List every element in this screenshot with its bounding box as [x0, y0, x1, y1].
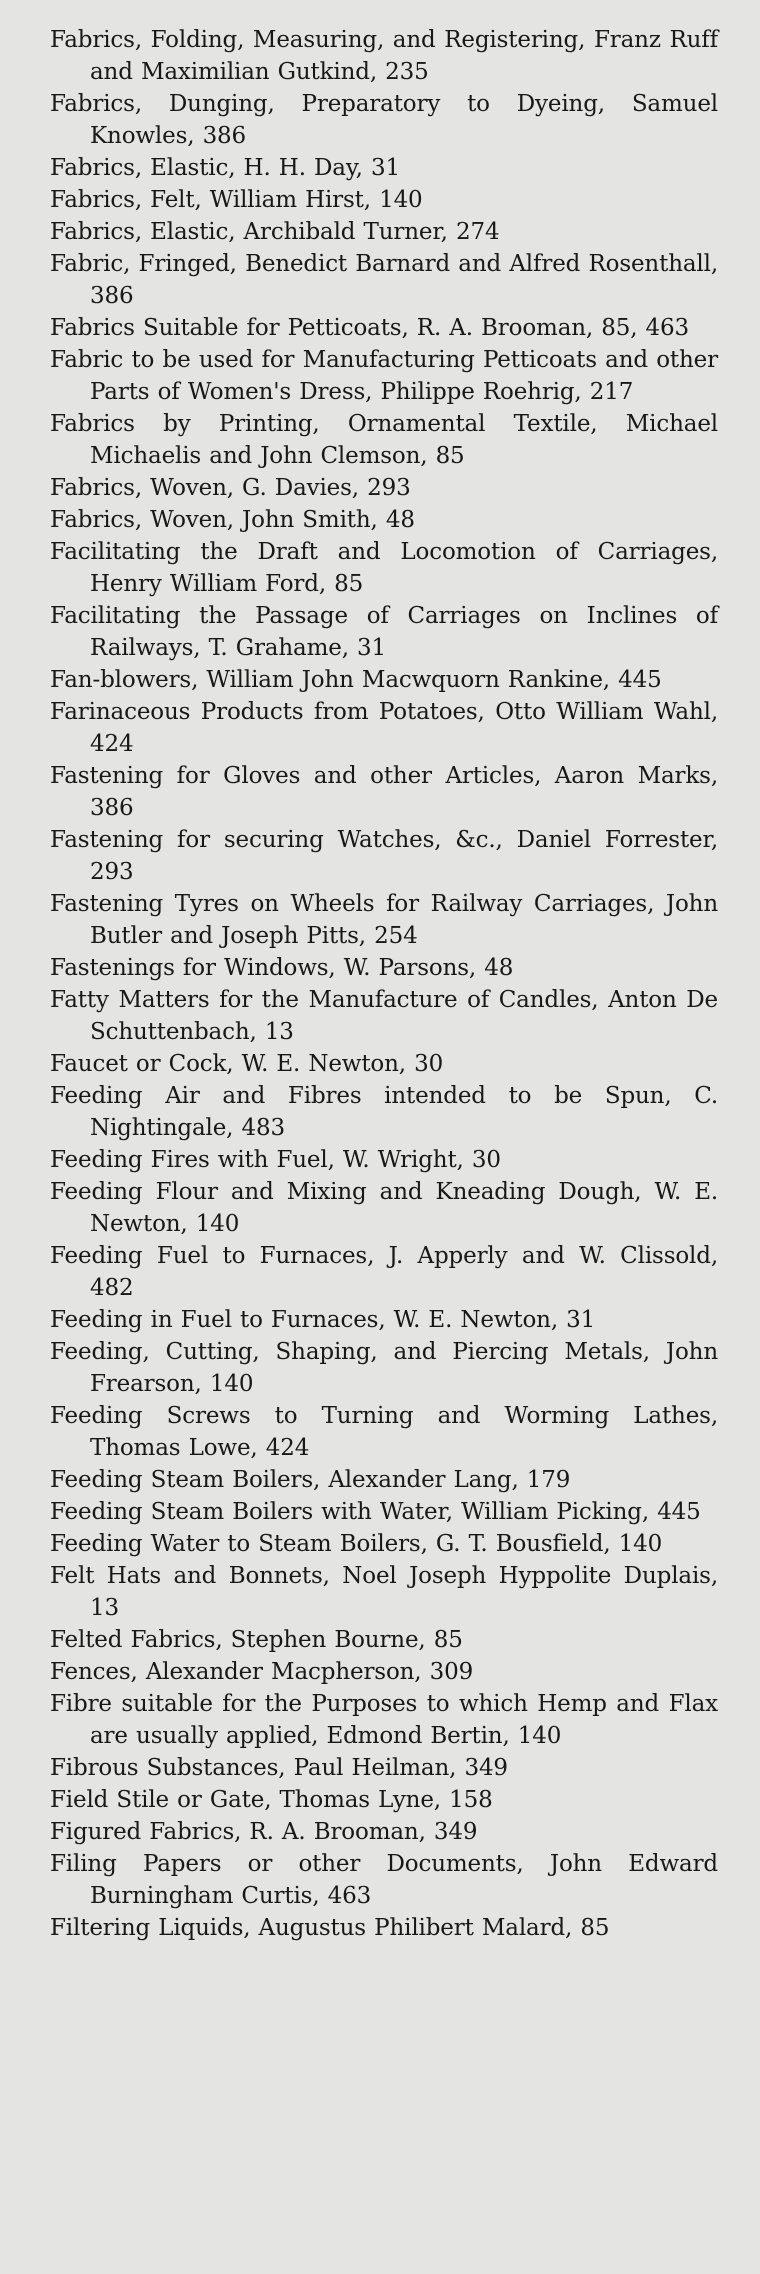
index-entry: Feeding Screws to Turning and Worming Lathes, Thomas Lowe, 424	[50, 1403, 718, 1461]
index-entry: Fabric to be used for Manufacturing Petticoats and other Parts of Women's Dress, Philippe Roehrig, 217	[50, 347, 718, 405]
index-entry: Farinaceous Products from Potatoes, Otto William Wahl, 424	[50, 699, 718, 757]
index-entry: Feeding Air and Fibres intended to be Spun, C. Nightingale, 483	[50, 1083, 718, 1141]
index-entry: Feeding Steam Boilers with Water, William Picking, 445	[50, 1499, 701, 1525]
index-entry: Fibre suitable for the Purposes to which Hemp and Flax are usually applied, Edmond Bertin, 140	[50, 1691, 718, 1749]
index-entry: Fastenings for Windows, W. Parsons, 48	[50, 955, 514, 981]
index-entry-list	[50, 24, 718, 1944]
index-entry: Fences, Alexander Macpherson, 309	[50, 1659, 474, 1685]
index-entry: Feeding Flour and Mixing and Kneading Dough, W. E. Newton, 140	[50, 1179, 718, 1237]
index-entry: Fibrous Substances, Paul Heilman, 349	[50, 1755, 508, 1781]
index-entry: Feeding, Cutting, Shaping, and Piercing Metals, John Frearson, 140	[50, 1339, 718, 1397]
index-entry: Figured Fabrics, R. A. Brooman, 349	[50, 1819, 478, 1845]
index-entry: Felted Fabrics, Stephen Bourne, 85	[50, 1627, 463, 1653]
index-entry: Fabrics Suitable for Petticoats, R. A. Brooman, 85, 463	[50, 315, 689, 341]
index-entry: Fabrics, Folding, Measuring, and Registering, Franz Ruff and Maximilian Gutkind, 235	[50, 27, 718, 85]
index-entry: Fastening for securing Watches, &c., Daniel Forrester, 293	[50, 827, 718, 885]
index-entry: Filtering Liquids, Augustus Philibert Malard, 85	[50, 1915, 610, 1941]
index-entry: Fabrics, Elastic, H. H. Day, 31	[50, 155, 400, 181]
index-entry: Felt Hats and Bonnets, Noel Joseph Hyppolite Duplais, 13	[50, 1563, 718, 1621]
index-entry: Feeding Fires with Fuel, W. Wright, 30	[50, 1147, 501, 1173]
index-entry: Facilitating the Draft and Locomotion of Carriages, Henry William Ford, 85	[50, 539, 718, 597]
index-entry: Fabrics, Felt, William Hirst, 140	[50, 187, 423, 213]
index-entry: Fan-blowers, William John Macwquorn Rankine, 445	[50, 667, 662, 693]
index-entry: Filing Papers or other Documents, John Edward Burningham Curtis, 463	[50, 1851, 718, 1909]
index-entry: Feeding Water to Steam Boilers, G. T. Bousfield, 140	[50, 1531, 663, 1557]
index-entry: Faucet or Cock, W. E. Newton, 30	[50, 1051, 444, 1077]
index-entry: Facilitating the Passage of Carriages on Inclines of Railways, T. Grahame, 31	[50, 603, 718, 661]
index-entry: Feeding in Fuel to Furnaces, W. E. Newton, 31	[50, 1307, 596, 1333]
index-entry: Fastening for Gloves and other Articles, Aaron Marks, 386	[50, 763, 718, 821]
index-entry: Fabrics, Dunging, Preparatory to Dyeing, Samuel Knowles, 386	[50, 91, 718, 149]
index-entry: Fabrics, Woven, John Smith, 48	[50, 507, 415, 533]
index-entry: Field Stile or Gate, Thomas Lyne, 158	[50, 1787, 493, 1813]
index-entry: Feeding Steam Boilers, Alexander Lang, 179	[50, 1467, 571, 1493]
index-entry: Fabrics, Elastic, Archibald Turner, 274	[50, 219, 500, 245]
index-entry: Fabric, Fringed, Benedict Barnard and Alfred Rosenthall, 386	[50, 251, 718, 309]
index-entry: Fabrics by Printing, Ornamental Textile, Michael Michaelis and John Clemson, 85	[50, 411, 718, 469]
index-entry: Fastening Tyres on Wheels for Railway Carriages, John Butler and Joseph Pitts, 254	[50, 891, 718, 949]
index-entry: Fabrics, Woven, G. Davies, 293	[50, 475, 411, 501]
index-entry: Fatty Matters for the Manufacture of Candles, Anton De Schuttenbach, 13	[50, 987, 718, 1045]
index-entry: Feeding Fuel to Furnaces, J. Apperly and W. Clissold, 482	[50, 1243, 718, 1301]
